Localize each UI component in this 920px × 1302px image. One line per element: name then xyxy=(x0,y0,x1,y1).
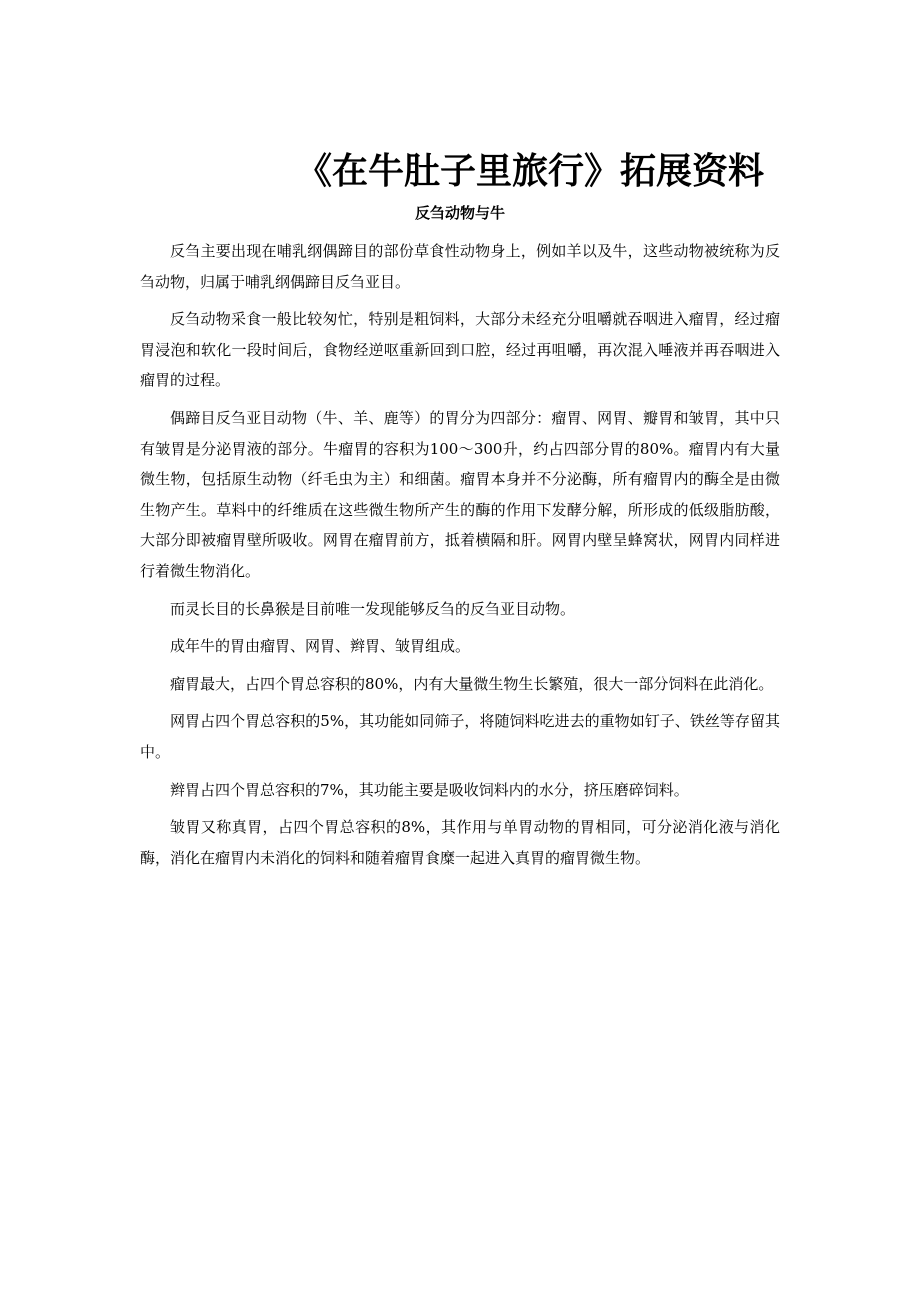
paragraph: 偶蹄目反刍亚目动物（牛、羊、鹿等）的胃分为四部分：瘤胃、网胃、瓣胃和皱胃，其中只有皱胃是分泌胃液的部分。牛瘤胃的容积为100～300升，约占四部分胃的80%。瘤胃内有大量微生物，包括原生动物（纤毛虫为主）和细菌。瘤胃本身并不分泌酶，所有瘤胃内的酶全是由微生物产生。草料中的纤维质在这些微生物所产生的酶的作用下发酵分解，所形成的低级脂肪酸，大部分即被瘤胃壁所吸收。网胃在瘤胃前方，抵着横隔和肝。网胃内壁呈蜂窝状，网胃内同样进行着微生物消化。 xyxy=(140,408,780,580)
paragraph: 成年牛的胃由瘤胃、网胃、辫胃、皱胃组成。 xyxy=(170,637,471,656)
document-body xyxy=(140,236,780,880)
document-title: 《在牛肚子里旅行》拓展资料 xyxy=(295,151,764,192)
paragraph: 瘤胃最大，占四个胃总容积的80%，内有大量微生物生长繁殖，很大一部分饲料在此消化。 xyxy=(170,674,774,693)
paragraph: 而灵长目的长鼻猴是目前唯一发现能够反刍的反刍亚目动物。 xyxy=(170,599,576,618)
paragraph: 反刍动物采食一般比较匆忙，特别是粗饲料，大部分未经充分咀嚼就吞咽进入瘤胃，经过瘤胃浸泡和软化一段时间后，食物经逆呕重新回到口腔，经过再咀嚼，再次混入唾液并再吞咽进入瘤胃的过程。 xyxy=(140,310,780,390)
paragraph: 网胃占四个胃总容积的5%，其功能如同筛子，将随饲料吃进去的重物如钉子、铁丝等存留其中。 xyxy=(140,712,780,761)
document-subtitle: 反刍动物与牛 xyxy=(414,204,505,222)
paragraph: 反刍主要出现在哺乳纲偶蹄目的部份草食性动物身上，例如羊以及牛，这些动物被统称为反刍动物，归属于哺乳纲偶蹄目反刍亚目。 xyxy=(140,242,780,291)
paragraph: 皱胃又称真胃，占四个胃总容积的8%，其作用与单胃动物的胃相同，可分泌消化液与消化酶，消化在瘤胃内未消化的饲料和随着瘤胃食糜一起进入真胃的瘤胃微生物。 xyxy=(140,818,780,867)
paragraph: 辫胃占四个胃总容积的7%，其功能主要是吸收饲料内的水分，挤压磨碎饲料。 xyxy=(170,780,689,799)
